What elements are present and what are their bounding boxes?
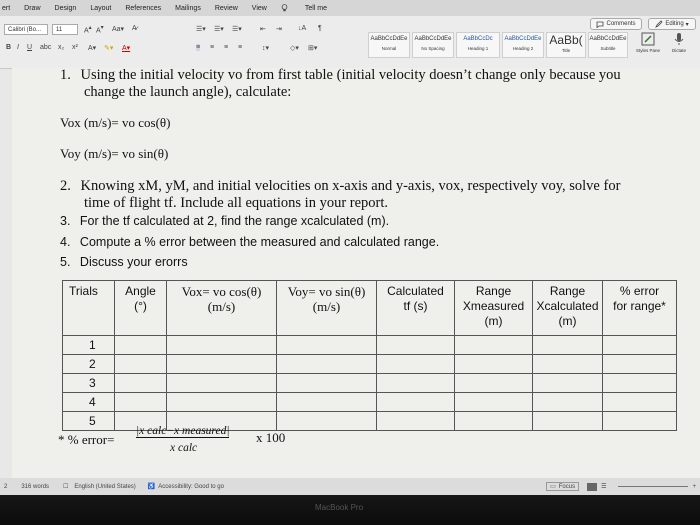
accessibility-icon: ♿: [147, 484, 156, 490]
table-cell[interactable]: [167, 336, 277, 355]
style-name: Title: [561, 48, 571, 53]
trial-number: 1: [63, 336, 115, 355]
pilcrow-icon[interactable]: ¶: [318, 25, 322, 32]
question-text-line1: Using the initial velocity vo from first table (initial velocity doesn’t change only because you: [80, 67, 621, 83]
header-voy: Voy= vo sin(θ) (m/s): [277, 281, 377, 336]
trial-number: 2: [63, 355, 115, 374]
table-cell[interactable]: [277, 355, 377, 374]
style-name: Normal: [381, 46, 397, 51]
tab-insert[interactable]: ert: [2, 4, 11, 12]
question-number: 5.: [60, 255, 71, 269]
question-text-line1: Knowing xM, yM, and initial velocities on x-axis and y-axis, vox, respectively voy, solve for: [80, 178, 621, 194]
table-cell[interactable]: [277, 374, 377, 393]
sort-icon[interactable]: ↓A: [298, 25, 307, 32]
dictate-button[interactable]: [664, 32, 694, 64]
proofing-icon[interactable]: ☐: [63, 484, 69, 490]
table-cell[interactable]: [455, 393, 533, 412]
formula-multiplier: x 100: [256, 430, 286, 445]
styles-pane-label: Styles Pane: [635, 48, 660, 53]
table-row: [63, 374, 677, 393]
tell-me-box[interactable]: [281, 4, 327, 12]
styles-pane-icon: [641, 32, 655, 46]
table-cell[interactable]: [377, 393, 455, 412]
trial-number: 4: [63, 393, 115, 412]
shading-icon[interactable]: ◇▾: [290, 45, 299, 52]
table-cell[interactable]: [533, 355, 603, 374]
text-effects-icon[interactable]: A▾: [88, 45, 97, 52]
pencil-icon: [655, 20, 663, 28]
microphone-icon: [674, 32, 684, 46]
table-cell[interactable]: [377, 412, 455, 431]
equation-vox: Vox (m/s)= vo cos(θ): [60, 115, 171, 130]
header-range-measured: Range Xmeasured (m): [455, 281, 533, 336]
table-cell[interactable]: [603, 412, 677, 431]
zoom-in-icon[interactable]: +: [692, 483, 696, 490]
question-number: 2.: [60, 178, 71, 194]
table-cell[interactable]: [603, 393, 677, 412]
style-heading-2[interactable]: [502, 32, 544, 58]
formula-numerator: |x calc−x measured|: [136, 425, 230, 437]
table-cell[interactable]: [533, 412, 603, 431]
chevron-down-icon: ▾: [685, 21, 689, 28]
table-cell[interactable]: [115, 374, 167, 393]
table-cell[interactable]: [277, 336, 377, 355]
data-table: [62, 280, 677, 431]
shrink-font-icon[interactable]: A▾: [96, 25, 104, 35]
align-center-icon[interactable]: ≡: [210, 44, 215, 51]
question-5: [60, 254, 188, 271]
table-cell[interactable]: [277, 412, 377, 431]
style-subtitle[interactable]: [588, 32, 628, 58]
question-1: [60, 67, 621, 84]
table-cell[interactable]: [377, 336, 455, 355]
word-count[interactable]: 316 words: [21, 483, 50, 490]
language-indicator[interactable]: English (United States): [74, 483, 136, 490]
font-color-icon[interactable]: A▾: [122, 45, 131, 52]
table-cell[interactable]: [455, 374, 533, 393]
bezel-label: MacBook Pro: [315, 503, 364, 512]
clear-format-icon[interactable]: A̷: [132, 25, 137, 32]
justify-icon[interactable]: ≡: [238, 44, 243, 51]
tab-references[interactable]: References: [125, 4, 162, 12]
numbering-icon[interactable]: ☰▾: [214, 26, 224, 33]
table-cell[interactable]: [603, 336, 677, 355]
style-preview: AaBbCcDdEe: [589, 36, 627, 42]
table-row: [63, 355, 677, 374]
table-cell[interactable]: [533, 336, 603, 355]
question-number: 1.: [60, 67, 71, 83]
style-name: Heading 2: [512, 46, 534, 51]
style-preview: AaBbCcDdEe: [370, 36, 408, 42]
change-case-icon[interactable]: Aa▾: [112, 26, 125, 33]
table-cell[interactable]: [377, 355, 455, 374]
status-bar: [0, 478, 700, 495]
equation-voy: Voy (m/s)= vo sin(θ): [60, 146, 169, 161]
focus-button[interactable]: [546, 482, 579, 491]
style-name: Subtitle: [600, 46, 616, 51]
table-cell[interactable]: [115, 393, 167, 412]
tab-layout[interactable]: Layout: [90, 4, 112, 12]
style-no-spacing[interactable]: [412, 32, 454, 58]
tab-review[interactable]: Review: [214, 4, 238, 12]
editing-button[interactable]: [648, 18, 696, 30]
question-3: [60, 213, 389, 230]
style-preview: AaBbCcDc: [463, 36, 493, 42]
zoom-slider[interactable]: [618, 486, 688, 487]
table-cell[interactable]: [277, 393, 377, 412]
multilevel-list-icon[interactable]: ☰▾: [232, 26, 242, 33]
table-row: [63, 336, 677, 355]
question-2-line2: time of flight tf. Include all equations in your report.: [84, 195, 389, 211]
highlight-icon[interactable]: ✎▾: [104, 45, 114, 52]
superscript-icon[interactable]: x²: [72, 44, 78, 51]
header-calculated-tf: Calculated tf (s): [377, 281, 455, 336]
table-cell[interactable]: [533, 374, 603, 393]
question-number: 4.: [60, 235, 71, 249]
table-cell[interactable]: [167, 374, 277, 393]
style-preview: AaBbCcDdEe: [504, 36, 542, 42]
comments-label: Comments: [606, 21, 636, 27]
formula-denominator: x calc: [170, 442, 198, 454]
font-size-field[interactable]: 11: [52, 24, 78, 35]
grow-font-icon[interactable]: A▴: [84, 25, 92, 35]
formula-label: * % error=: [58, 432, 115, 447]
table-cell[interactable]: [455, 355, 533, 374]
accessibility-status[interactable]: Accessibility: Good to go: [158, 483, 224, 490]
style-preview: AaBbCcDdEe: [414, 36, 452, 42]
table-cell[interactable]: [603, 374, 677, 393]
style-heading-1[interactable]: [456, 32, 500, 58]
question-1-line2: change the launch angle), calculate:: [84, 84, 292, 100]
header-trials: Trials: [63, 281, 115, 336]
question-2: [60, 178, 620, 195]
table-cell[interactable]: [455, 336, 533, 355]
question-number: 3.: [60, 214, 71, 228]
line-spacing-icon[interactable]: ↕▾: [262, 45, 270, 52]
table-cell[interactable]: [603, 355, 677, 374]
header-range-calculated: Range Xcalculated (m): [533, 281, 603, 336]
style-normal[interactable]: [368, 32, 410, 58]
document-page: [12, 68, 700, 478]
trial-number: 3: [63, 374, 115, 393]
table-cell[interactable]: [377, 374, 455, 393]
styles-pane-button[interactable]: [634, 32, 662, 64]
tab-draw[interactable]: Draw: [24, 4, 41, 12]
comments-button[interactable]: [590, 18, 642, 30]
header-vox: Vox= vo cos(θ) (m/s): [167, 281, 277, 336]
table-header-row: [63, 281, 677, 336]
font-name-field[interactable]: Calibri (Bo...: [4, 24, 48, 35]
style-name: No Spacing: [421, 46, 445, 51]
editing-label: Editing: [665, 21, 684, 27]
header-angle: Angle (°): [115, 281, 167, 336]
tab-view[interactable]: View: [251, 4, 267, 12]
style-name: Heading 1: [467, 46, 489, 51]
question-4: [60, 234, 439, 251]
style-preview: AaBb(: [549, 33, 583, 47]
table-cell[interactable]: [115, 336, 167, 355]
header-percent-error: % error for range*: [603, 281, 677, 336]
table-cell[interactable]: [455, 412, 533, 431]
web-layout-icon[interactable]: ☰: [601, 484, 607, 490]
table-row: [63, 393, 677, 412]
ribbon-toolbar: [0, 16, 700, 69]
table-cell[interactable]: [115, 355, 167, 374]
focus-icon: ▭: [550, 484, 556, 490]
question-text: For the tf calculated at 2, find the range xcalculated (m).: [79, 214, 390, 228]
laptop-bezel: [0, 495, 700, 525]
page-indicator: 2: [4, 483, 8, 490]
tell-me-label: Tell me: [304, 4, 328, 12]
style-title[interactable]: [546, 32, 586, 58]
underline-icon[interactable]: U: [27, 44, 33, 51]
print-layout-icon[interactable]: [587, 483, 597, 491]
table-cell[interactable]: [167, 355, 277, 374]
question-text: Compute a % error between the measured and calculated range.: [79, 235, 440, 249]
lightbulb-icon: [281, 4, 288, 12]
align-right-icon[interactable]: ≡: [224, 44, 229, 51]
tab-design[interactable]: Design: [54, 4, 77, 12]
borders-icon[interactable]: ⊞▾: [308, 45, 318, 52]
dictate-label: Dictate: [671, 48, 686, 53]
italic-icon[interactable]: I: [17, 44, 19, 51]
increase-indent-icon[interactable]: ⇥: [276, 26, 282, 33]
align-left-icon[interactable]: ≡: [196, 44, 201, 51]
strikethrough-icon[interactable]: abc: [40, 44, 52, 51]
focus-label: Focus: [558, 483, 576, 490]
subscript-icon[interactable]: x₂: [58, 44, 65, 51]
tab-mailings[interactable]: Mailings: [175, 4, 201, 12]
bold-icon[interactable]: B: [6, 44, 12, 51]
table-cell[interactable]: [167, 393, 277, 412]
trial-number: 5: [63, 412, 115, 431]
bullets-icon[interactable]: ☰▾: [196, 26, 206, 33]
ribbon-tab-bar: [0, 0, 700, 16]
comment-icon: [596, 21, 604, 28]
question-text: Discuss your erorrs: [79, 255, 188, 269]
table-cell[interactable]: [533, 393, 603, 412]
decrease-indent-icon[interactable]: ⇤: [260, 26, 266, 33]
